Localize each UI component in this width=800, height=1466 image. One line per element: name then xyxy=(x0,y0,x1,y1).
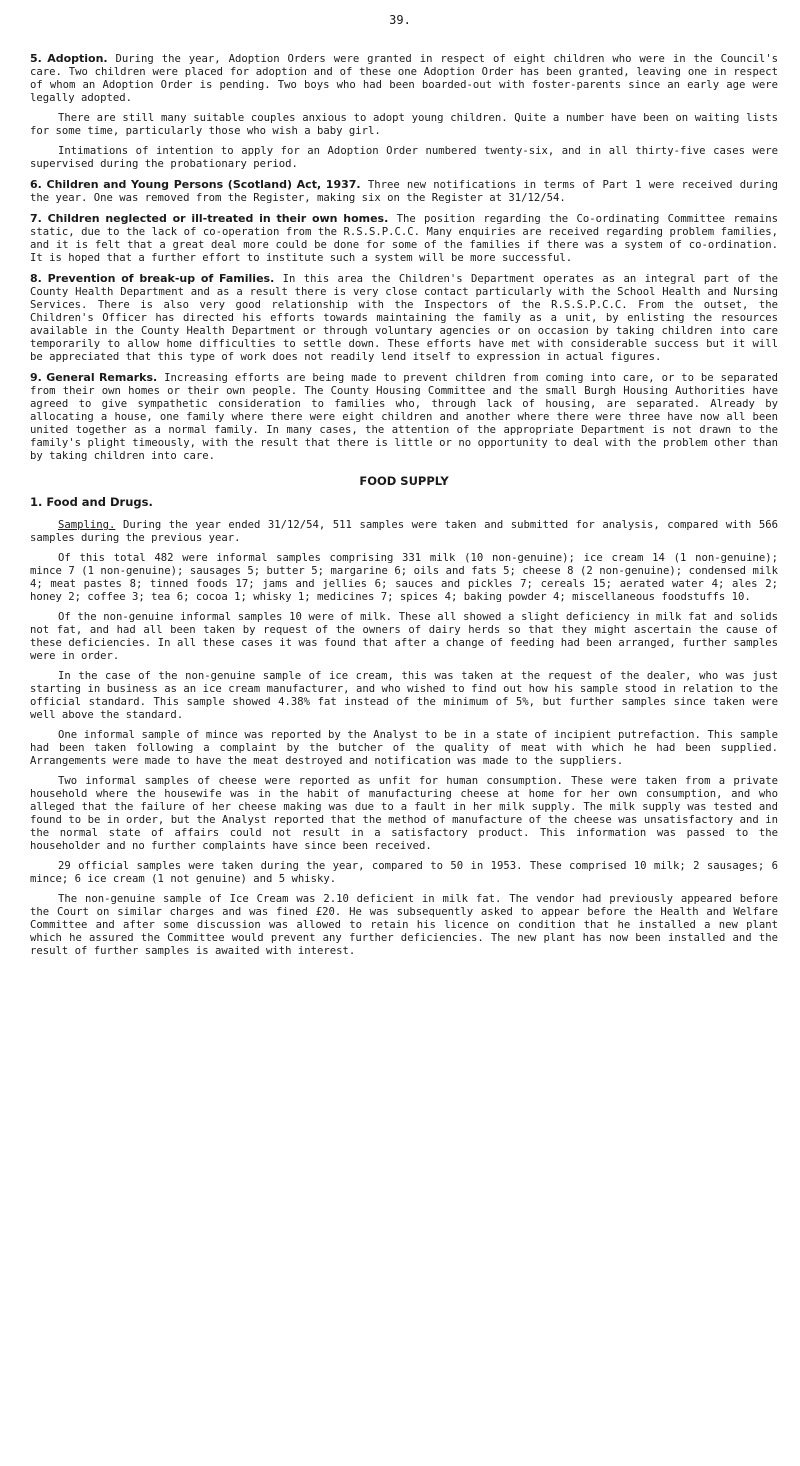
paragraph-text: The position regarding the Co-ordinating Committee remains static, due to the lack of co-operation from the R.S.S.P.C.C. Many enquiries are received regarding problem families, and it is felt that a great deal more could be done for some of the families if there was a system of co-ordination. It is hoped that a further effort to institute such a system will be more successful. xyxy=(30,213,778,264)
heading-children-act: 6. Children and Young Persons (Scotland) Act, 1937. xyxy=(30,178,361,191)
paragraph-text: Increasing efforts are being made to prevent children from coming into care, or to be separated from their own homes or their own people. The County Housing Committee and the small Burgh Housing Authorities have agreed to give sympathetic consideration to families who, through lack of housing, are separated. Already by allocating a house, one family where there were eight children and another where there were three have now all been united together as a normal family. In many cases, the attention of the appropriate Department is not drawn to the family's plight timeously, with the result that there is little or no opportunity to deal with the problem other than by taking children into care. xyxy=(30,372,778,462)
paragraph-text: During the year, Adoption Orders were granted in respect of eight children who were in the Council's care. Two children were placed for adoption and of these one Adoption Order has been granted, leaving one in respect of whom an Adoption Order is pending. Two boys who had been boarded-out with foster-parents since an early age were legally adopted. xyxy=(30,53,778,104)
paragraph-official-samples xyxy=(30,860,778,886)
heading-general-remarks: 9. General Remarks. xyxy=(30,371,158,384)
heading-neglected-children: 7. Children neglected or ill-treated in their own homes. xyxy=(30,212,389,225)
paragraph-non-genuine-milk xyxy=(30,611,778,663)
paragraph-general-remarks xyxy=(30,371,778,463)
paragraph-neglected-children xyxy=(30,212,778,265)
paragraph-mince xyxy=(30,729,778,768)
paragraph-text: One informal sample of mince was reported by the Analyst to be in a state of incipient putrefaction. This sample had been taken following a complaint by the butcher of the quality of meat with which he had been supplied. Arrangements were made to have the meat destroyed and notification was made to the suppliers. xyxy=(30,729,778,767)
heading-prevention: 8. Prevention of break-up of Families. xyxy=(30,272,275,285)
paragraph-text: 29 official samples were taken during the year, compared to 50 in 1953. These comprised 10 milk; 2 sausages; 6 mince; 6 ice cream (1 not genuine) and 5 whisky. xyxy=(30,860,778,885)
paragraph-children-act xyxy=(30,178,778,205)
page-content xyxy=(30,52,778,965)
paragraph-prevention xyxy=(30,272,778,364)
paragraph-text: During the year ended 31/12/54, 511 samples were taken and submitted for analysis, compared with 566 samples during the previous year. xyxy=(30,519,778,544)
paragraph-sampling xyxy=(30,519,778,545)
paragraph-text: The non-genuine sample of Ice Cream was 2.10 deficient in milk fat. The vendor had previously appeared before the Court on similar charges and was fined £20. He was subsequently asked to appear before the Health and Welfare Committee and after some discussion was allowed to retain his licence on condition that he installed a new plant which he assured the Committee would prevent any further deficiencies. The new plant has now been installed and the result of further samples is awaited with interest. xyxy=(30,893,778,957)
paragraph-cheese xyxy=(30,775,778,853)
paragraph-informal-samples xyxy=(30,552,778,604)
paragraph-text: There are still many suitable couples anxious to adopt young children. Quite a number have been on waiting lists for some time, particularly those who wish a baby girl. xyxy=(30,112,778,137)
paragraph-text: In this area the Children's Department operates as an integral part of the County Health Department and as a result there is very close contact particularly with the School Health and Nursing Services. There is also very good relationship with the Inspectors of the R.S.S.P.C.C. From the outset, the Children's Officer has directed his efforts towards maintaining the family as a unit, by enlisting the resources available in the County Health Department or through voluntary agencies or on occasion by taking children into care temporarily to allow home difficulties to settle down. These efforts have met with considerable success but it will be appreciated that this type of work does not readily lend itself to expression in actual figures. xyxy=(30,273,778,363)
page-number: 39. xyxy=(389,13,411,27)
paragraph-text: Of this total 482 were informal samples comprising 331 milk (10 non-genuine); ice cream 14 (1 non-genuine); mince 7 (1 non-genuine); sausages 5; butter 5; margarine 6; oils and fats 5; cheese 8 (2 non-genuine); condensed milk 4; meat pastes 8; tinned foods 17; jams and jellies 6; sauces and pickles 7; cereals 15; aerated water 4; ales 2; honey 2; coffee 3; tea 6; cocoa 1; whisky 1; medicines 7; spices 4; baking powder 4; miscellaneous foodstuffs 10. xyxy=(30,552,778,603)
paragraph-adoption xyxy=(30,52,778,105)
paragraph-ice-cream xyxy=(30,670,778,722)
paragraph-text: Three new notifications in terms of Part 1 were received during the year. One was removed from the Register, making six on the Register at 31/12/54. xyxy=(30,179,778,204)
sampling-lead: Sampling. xyxy=(58,519,116,531)
subsection-food-and-drugs: 1. Food and Drugs. xyxy=(30,495,153,509)
heading-adoption: 5. Adoption. xyxy=(30,52,108,65)
paragraph-text: Of the non-genuine informal samples 10 were of milk. These all showed a slight deficiency in milk fat and solids not fat, and had all been taken by request of the owners of dairy herds so that they might ascertain the cause of these deficiencies. In all these cases it was found that after a change of feeding had been arranged, further samples were in order. xyxy=(30,611,778,662)
paragraph-text: Two informal samples of cheese were reported as unfit for human consumption. These were taken from a private household where the housewife was in the habit of manufacturing cheese at home for her own consumption, and who alleged that the failure of her cheese making was due to a fault in her milk supply. The milk supply was tested and found to be in order, but the Analyst reported that the method of manufacture of the cheese was unsatisfactory and in the normal state of affairs could not result in a satisfactory product. This information was passed to the householder and no further complaints have since been received. xyxy=(30,775,778,852)
paragraph-adoption-intimations xyxy=(30,145,778,171)
paragraph-text: Intimations of intention to apply for an Adoption Order numbered twenty-six, and in all thirty-five cases were supervised during the probationary period. xyxy=(30,145,778,170)
section-title-food-supply: FOOD SUPPLY xyxy=(359,474,449,488)
paragraph-adoption-couples xyxy=(30,112,778,138)
paragraph-ice-cream-vendor xyxy=(30,893,778,958)
paragraph-text: In the case of the non-genuine sample of ice cream, this was taken at the request of the dealer, who was just starting in business as an ice cream manufacturer, and who wished to find out how his sample stood in relation to the official standard. This sample showed 4.38% fat instead of the minimum of 5%, but further samples since taken were well above the standard. xyxy=(30,670,778,721)
